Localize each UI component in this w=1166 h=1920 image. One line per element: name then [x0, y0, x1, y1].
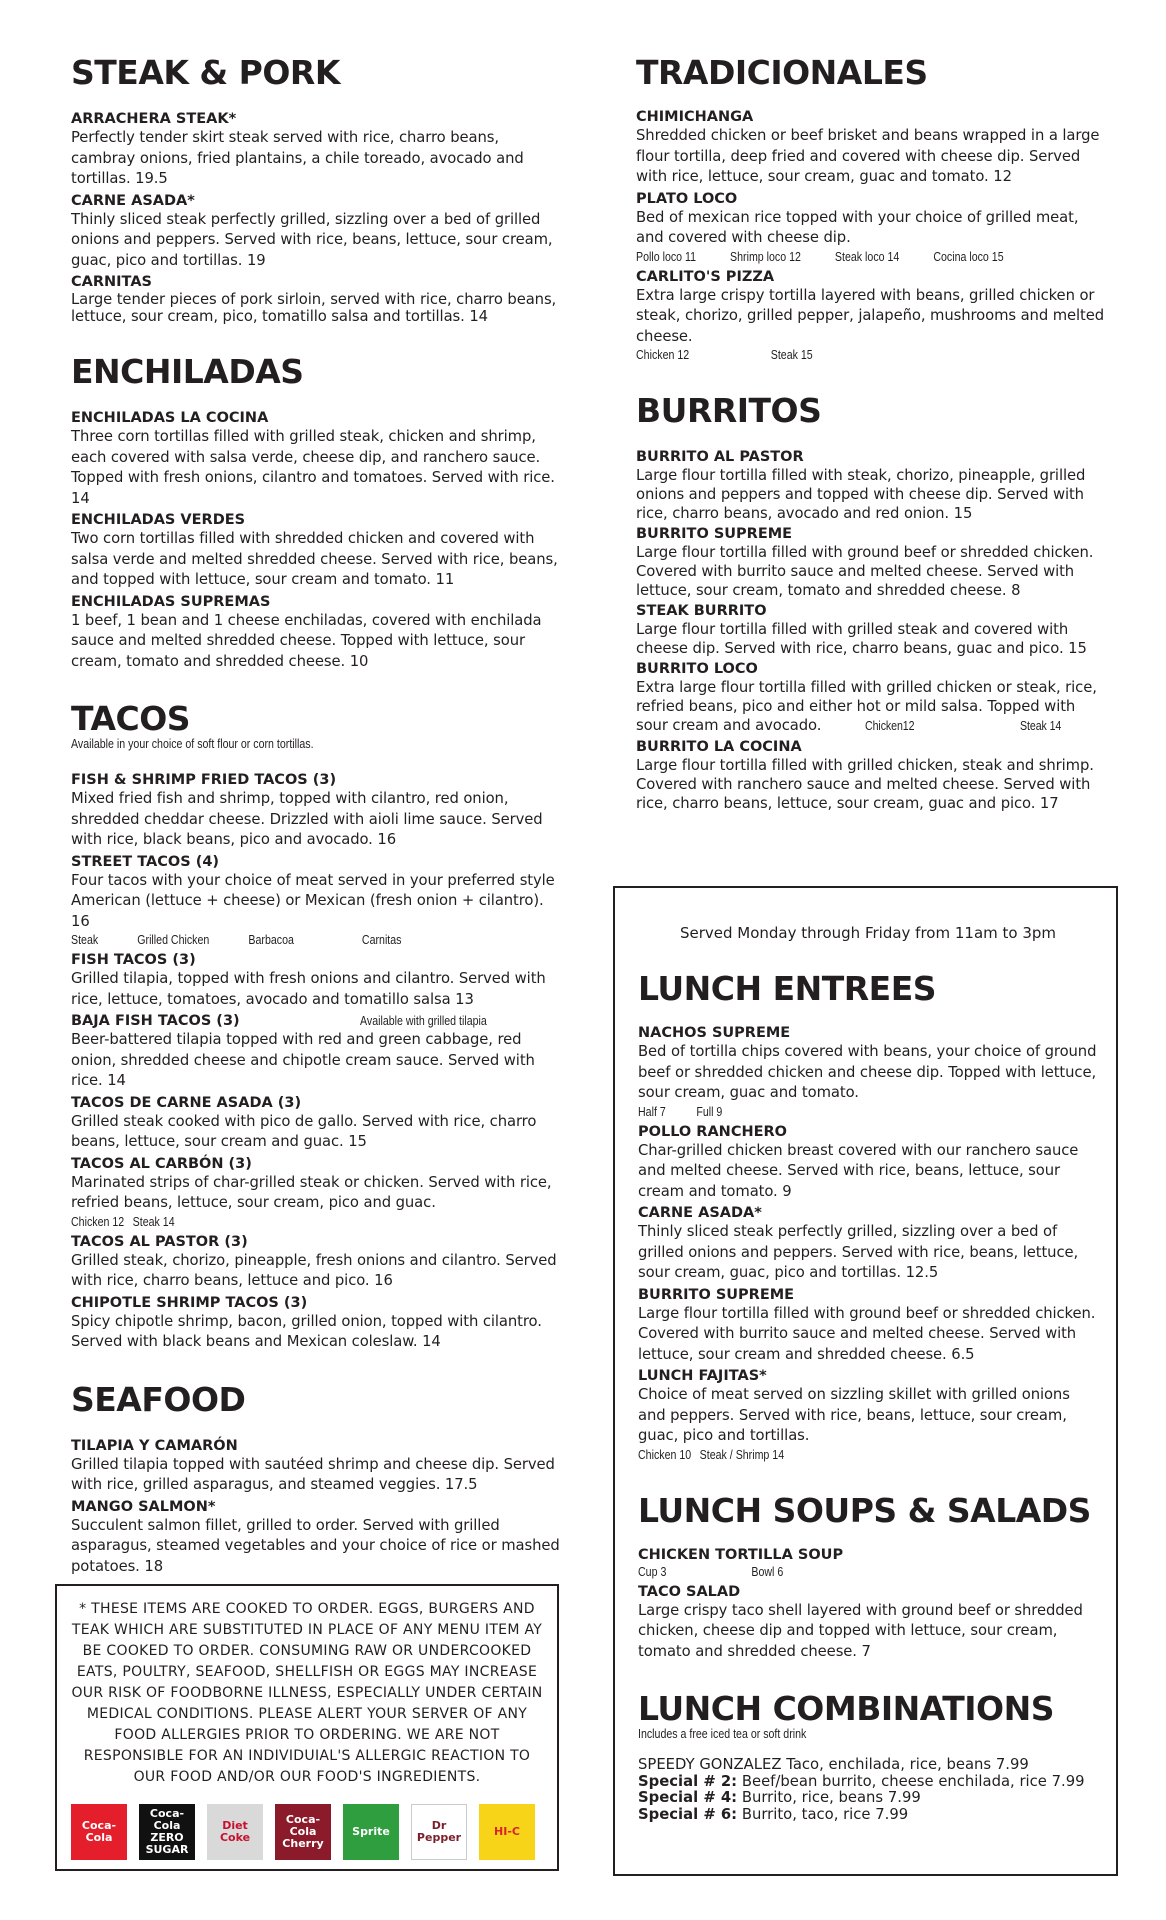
option: Steak / Shrimp 14: [699, 1447, 785, 1462]
item-options: [71, 1214, 488, 1231]
item-description: Four tacos with your choice of meat served in your preferred style American (lettuce + cheese) or Mexican (fresh onion + cilantro). 16: [71, 871, 555, 930]
item-note: Available with grilled tilapia: [359, 1014, 487, 1028]
item-name: NACHOS SUPREME: [638, 1025, 791, 1041]
item-description: Bed of mexican rice topped with your choice of grilled meat, and covered with cheese dip.: [636, 208, 1079, 246]
item-name: TACOS DE CARNE ASADA (3): [71, 1094, 302, 1111]
menu-item: [638, 1546, 1098, 1581]
item-name: BURRITO LA COCINA: [636, 739, 802, 755]
item-name: MANGO SALMON*: [71, 1498, 216, 1515]
option: Steak loco 14: [834, 249, 900, 264]
item-description: Large crispy taco shell layered with ground beef or shredded chicken, cheese dip and topped with lettuce, sour cream, tomato and shredded cheese. 7: [638, 1601, 1083, 1660]
section-title: SEAFOOD: [71, 1379, 246, 1419]
menu-item: [71, 593, 561, 673]
item-description: [636, 678, 1106, 736]
option: Chicken 12: [636, 348, 690, 362]
item-description: Bed of tortilla chips covered with beans, your choice of ground beef or shredded chicken and cheese dip. Topped with lettuce, sour cream, guac and tomato.: [638, 1043, 1097, 1101]
item-description: Three corn tortillas filled with grilled steak, chicken and shrimp, each covered with salsa verde, cheese dip, and ranchero sauce. Topped with fresh onions, cilantro and tomatoes. Served with rice. 14: [71, 428, 555, 507]
section-lunch-combinations: [638, 1688, 1098, 1823]
section-steak-pork: [71, 52, 561, 325]
combo-label: SPEEDY GONZALEZ: [638, 1756, 782, 1773]
option: Full 9: [696, 1104, 723, 1119]
item-name: CARLITO'S PIZZA: [636, 268, 775, 285]
option: Barbacoa: [248, 933, 294, 947]
combo-label: Special # 4:: [638, 1789, 738, 1806]
item-description: Large flour tortilla filled with ground beef or shredded chicken. Covered with burrito sauce and melted cheese. Served with lettuce, sour cream, tomato and shredded cheese. 8: [636, 544, 1094, 599]
item-description: 1 beef, 1 bean and 1 cheese enchiladas, covered with enchilada sauce and melted shredded cheese. Topped with lettuce, sour cream, tomato and shredded cheese. 10: [71, 611, 542, 670]
option: Steak 14: [132, 1214, 175, 1229]
item-description: Grilled tilapia, topped with fresh onions and cilantro. Served with rice, lettuce, tomatoes, avocado and tomatillo salsa 13: [71, 970, 546, 1008]
menu-item: [638, 1583, 1098, 1663]
menu-item: [636, 108, 1106, 188]
item-options: [636, 347, 1036, 364]
item-options: [638, 1104, 1029, 1121]
item-description: Shredded chicken or beef brisket and beans wrapped in a large flour tortilla, deep fried and covered with cheese dip. Served with rice, lettuce, sour cream, guac and tomato. 12: [636, 127, 1100, 185]
menu-item: [636, 525, 1106, 600]
section-lunch-entrees: [638, 968, 1098, 1464]
item-description-text: Extra large flour tortilla filled with grilled chicken or steak, rice, refried beans, pico and either hot or mild salsa. Topped with sour cream and avocado.: [636, 679, 1097, 734]
section-title: LUNCH SOUPS & SALADS: [638, 1490, 1091, 1530]
item-description: Spicy chipotle shrimp, bacon, grilled onion, topped with cilantro. Served with black beans and Mexican coleslaw. 14: [71, 1312, 542, 1350]
menu-item: [71, 1012, 561, 1092]
section-title: BURRITOS: [636, 391, 822, 430]
item-options: [636, 249, 1036, 266]
option: Cup 3: [638, 1564, 667, 1579]
menu-item: [638, 1286, 1098, 1366]
menu-item: [71, 1294, 561, 1353]
item-description: Grilled tilapia topped with sautéed shrimp and cheese dip. Served with rice, grilled asparagus, and steamed veggies. 17.5: [71, 1455, 555, 1493]
item-options: [638, 1564, 1029, 1581]
option: Steak 14: [1019, 719, 1061, 733]
item-name: TACO SALAD: [638, 1583, 741, 1600]
menu-item: [638, 1367, 1098, 1464]
item-description: Large flour tortilla filled with grilled chicken, steak and shrimp. Covered with ranchero sauce and melted cheese. Served with rice, charro beans, lettuce, sour cream, guac and pico. 17: [636, 757, 1094, 812]
option: Chicken 12: [71, 1214, 125, 1229]
menu-item: [636, 268, 1106, 365]
option: Pollo loco 11: [636, 249, 697, 264]
combo-item: [638, 1757, 1098, 1774]
item-name: CARNE ASADA*: [638, 1205, 762, 1221]
item-name: BURRITO AL PASTOR: [636, 449, 804, 465]
option: Steak: [71, 933, 99, 947]
item-description: Thinly sliced steak perfectly grilled, sizzling over a bed of grilled onions and peppers. Served with rice, beans, lettuce, sour cream, guac, pico and tortillas. 12.5: [638, 1223, 1079, 1281]
coca-cola-cherry-logo: Coca-Cola Cherry: [275, 1804, 331, 1860]
dr-pepper-logo: Dr Pepper: [411, 1804, 467, 1860]
section-tradicionales: [636, 52, 1106, 364]
right-column: [636, 52, 1106, 839]
item-name: BURRITO SUPREME: [638, 1286, 795, 1303]
item-name: STREET TACOS (4): [71, 853, 220, 870]
menu-item: [71, 1233, 561, 1292]
menu-item: [636, 602, 1106, 658]
item-name: ARRACHERA STEAK*: [71, 111, 237, 127]
item-name: STEAK BURRITO: [636, 603, 767, 619]
menu-item: [638, 1123, 1098, 1203]
diet-coke-logo: Diet Coke: [207, 1804, 263, 1860]
menu-item: [71, 1437, 561, 1496]
sprite-logo: Sprite: [343, 1804, 399, 1860]
menu-item: [71, 110, 561, 190]
item-description: Char-grilled chicken breast covered with our ranchero sauce and melted cheese. Served with rice, beans, lettuce, sour cream and tomato. 9: [638, 1141, 1079, 1200]
combo-item: [638, 1774, 1098, 1791]
menu-item: [71, 1155, 561, 1231]
item-description: Two corn tortillas filled with shredded chicken and covered with salsa verde and melted shredded cheese. Served with rice, beans, and topped with lettuce, sour cream and tomato. 11: [71, 530, 558, 588]
coca-cola-logo: Coca-Cola: [71, 1804, 127, 1860]
lunch-content: [638, 888, 1098, 1849]
item-name: ENCHILADAS VERDES: [71, 512, 246, 528]
item-description: Large flour tortilla filled with steak, chorizo, pineapple, grilled onions and peppers and topped with cheese dip. Served with rice, charro beans, avocado and red onion. 15: [636, 467, 1086, 522]
item-description: Grilled steak cooked with pico de gallo. Served with rice, charro beans, lettuce, sour cream and guac. 15: [71, 1112, 537, 1150]
combo-text: Taco, enchilada, rice, beans 7.99: [786, 1756, 1029, 1773]
item-description: Thinly sliced steak perfectly grilled, sizzling over a bed of grilled onions and peppers. Served with rice, beans, lettuce, sour cream, guac, pico and tortillas. 19: [71, 210, 553, 269]
item-options: [638, 1447, 1029, 1464]
item-name: ENCHILADAS LA COCINA: [71, 410, 269, 426]
item-name: CHIPOTLE SHRIMP TACOS (3): [71, 1294, 308, 1311]
menu-item: [71, 771, 561, 851]
item-name: POLLO RANCHERO: [638, 1123, 787, 1140]
section-seafood: [71, 1379, 561, 1578]
item-name-text: BAJA FISH TACOS (3): [71, 1013, 240, 1029]
menu-item: [71, 511, 561, 591]
combo-text: Burrito, taco, rice 7.99: [741, 1805, 909, 1823]
item-name: LUNCH FAJITAS*: [638, 1368, 767, 1384]
allergy-disclaimer-box: [55, 1584, 559, 1871]
option: Bowl 6: [751, 1564, 784, 1579]
combo-item: [638, 1790, 1098, 1807]
section-lunch-soups-salads: [638, 1490, 1098, 1663]
menu-item: [71, 853, 561, 950]
item-options: [71, 932, 488, 949]
menu-item: [71, 1498, 561, 1578]
menu-item: [71, 1094, 561, 1153]
option: Chicken12: [865, 719, 915, 733]
section-title: STEAK & PORK: [71, 53, 340, 92]
combo-text: Beef/bean burrito, cheese enchilada, rice 7.99: [741, 1772, 1085, 1790]
item-name: CHIMICHANGA: [636, 109, 754, 125]
item-description: Mixed fried fish and shrimp, topped with cilantro, red onion, shredded cheddar cheese. Drizzled with aioli lime sauce. Served with rice, black beans, pico and avocado. 16: [71, 790, 543, 848]
menu-item: [71, 273, 561, 325]
left-column: [71, 52, 561, 1603]
item-description: Marinated strips of char-grilled steak or chicken. Served with rice, refried beans, lettuce, sour cream, pico and guac.: [71, 1173, 552, 1211]
option: Shrimp loco 12: [730, 249, 801, 264]
item-name: CHICKEN TORTILLA SOUP: [638, 1546, 844, 1563]
item-description: Choice of meat served on sizzling skillet with grilled onions and peppers. Served with rice, beans, lettuce, sour cream, guac, pico and tortillas.: [638, 1386, 1070, 1444]
option: Half 7: [638, 1104, 666, 1119]
section-subtitle: Includes a free iced tea or soft drink: [638, 1727, 807, 1741]
section-title: LUNCH ENTREES: [638, 969, 937, 1008]
menu-item: [636, 190, 1106, 266]
item-name: TACOS AL CARBÓN (3): [71, 1155, 252, 1172]
coca-cola-zero-logo: Coca-Cola ZERO SUGAR: [139, 1804, 195, 1860]
section-tacos: [71, 698, 561, 1353]
menu-item: [71, 951, 561, 1010]
item-description: Grilled steak, chorizo, pineapple, fresh onions and cilantro. Served with rice, charro beans, lettuce and pico. 16: [71, 1251, 557, 1289]
menu-item: [71, 192, 561, 272]
option: Chicken 10: [638, 1447, 692, 1462]
item-name: BURRITO LOCO: [636, 661, 758, 677]
section-burritos: [636, 390, 1106, 813]
item-description: Succulent salmon fillet, grilled to order. Served with grilled asparagus, steamed vegetables and your choice of rice or mashed potatoes. 18: [71, 1516, 560, 1575]
lunch-hours: Served Monday through Friday from 11am to 3pm: [679, 924, 1057, 942]
item-description: Large flour tortilla filled with ground beef or shredded chicken. Covered with burrito sauce and melted cheese. Served with lettuce, sour cream and shredded cheese. 6.5: [638, 1304, 1096, 1363]
hi-c-logo: HI-C: [479, 1804, 535, 1860]
item-description: Large tender pieces of pork sirloin, served with rice, charro beans, lettuce, sour cream, pico, tomatillo salsa and tortillas. 14: [71, 291, 557, 325]
combo-label: Special # 2:: [638, 1772, 738, 1790]
menu-item: [636, 738, 1106, 813]
menu-item: [638, 1204, 1098, 1284]
section-title: LUNCH COMBINATIONS: [638, 1689, 1054, 1728]
item-name: TACOS AL PASTOR (3): [71, 1233, 248, 1250]
item-name: PLATO LOCO: [636, 190, 738, 207]
lunch-menu-box: [613, 886, 1118, 1876]
section-title: TRADICIONALES: [636, 53, 928, 92]
item-name: ENCHILADAS SUPREMAS: [71, 593, 271, 610]
disclaimer-text: * THESE ITEMS ARE COOKED TO ORDER. EGGS, BURGERS AND TEAK WHICH ARE SUBSTITUTED IN PLACE OF ANY MENU ITEM AY BE COOKED TO ORDER. CONSUMING RAW OR UNDERCOOKED EATS, POULTRY, SEAFOOD, SHELLFISH OR EGGS MAY INCREASE OUR RISK OF FOODBORNE ILLNESS, ESPECIALLY UNDER CERTAIN MEDICAL CONDITIONS. PLEASE ALERT YOUR SERVER OF ANY FOOD ALLERGIES PRIOR TO ORDERING. WE ARE NOT RESPONSIBLE FOR AN INDIVIDUIAL'S ALLERGIC REACTION TO OUR FOOD AND/OR OUR FOOD'S INGREDIENTS.: [71, 1601, 543, 1785]
item-name: [71, 1012, 561, 1030]
section-title: ENCHILADAS: [71, 352, 304, 391]
combo-label: Special # 6:: [638, 1805, 738, 1823]
menu-item: [636, 448, 1106, 523]
item-name: FISH & SHRIMP FRIED TACOS (3): [71, 772, 337, 788]
option: Grilled Chicken: [137, 933, 210, 947]
item-description: Beer-battered tilapia topped with red and green cabbage, red onion, shredded cheese and chipotle cream sauce. Served with rice. 14: [71, 1031, 535, 1089]
item-name: FISH TACOS (3): [71, 952, 196, 968]
item-name: BURRITO SUPREME: [636, 526, 793, 542]
section-enchiladas: [71, 351, 561, 672]
section-title: TACOS: [71, 699, 191, 738]
item-description: Large flour tortilla filled with grilled steak and covered with cheese dip. Served with rice, charro beans, guac and pico. 15: [636, 621, 1087, 657]
menu-item: [636, 660, 1106, 736]
combo-item: [638, 1807, 1098, 1824]
menu-item: [71, 409, 561, 509]
section-subtitle: Available in your choice of soft flour or corn tortillas.: [71, 737, 314, 751]
option: Steak 15: [770, 348, 813, 362]
item-description: Extra large crispy tortilla layered with beans, grilled chicken or steak, chorizo, grilled pepper, jalapeño, mushrooms and melted cheese.: [636, 286, 1105, 345]
option: Carnitas: [361, 933, 402, 947]
item-name: TILAPIA Y CAMARÓN: [71, 1437, 238, 1454]
combo-text: Burrito, rice, beans 7.99: [741, 1789, 921, 1806]
option: Cocina loco 15: [933, 249, 1004, 264]
beverage-logos: [71, 1804, 535, 1860]
item-name: CARNITAS: [71, 274, 152, 290]
item-description: Perfectly tender skirt steak served with rice, charro beans, cambray onions, fried plantains, a chile toreado, avocado and tortillas. 19.5: [71, 129, 524, 187]
item-name: CARNE ASADA*: [71, 192, 195, 209]
menu-item: [638, 1024, 1098, 1121]
